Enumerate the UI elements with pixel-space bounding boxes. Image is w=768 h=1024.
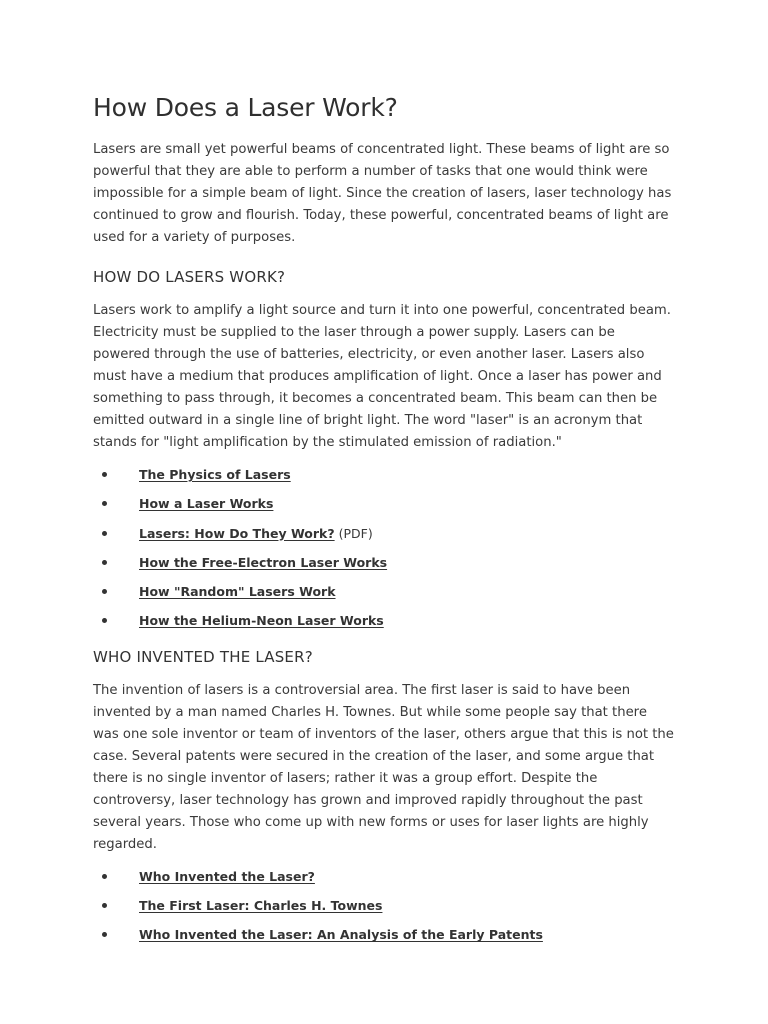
list-item bbox=[93, 493, 675, 522]
link-first-laser-townes[interactable]: The First Laser: Charles H. Townes bbox=[139, 898, 383, 914]
link-list-who-invented bbox=[93, 866, 675, 954]
link-how-a-laser-works[interactable]: How a Laser Works bbox=[139, 496, 274, 512]
link-helium-neon-laser[interactable]: How the Helium-Neon Laser Works bbox=[139, 613, 384, 629]
bullet-icon bbox=[102, 560, 107, 565]
section-body-how-lasers-work: Lasers work to amplify a light source and turn it into one powerful, concentrated beam. Electricity must be supplied to the laser through a power supply. Lasers can be powered through the use of batteries, electricity, or even another laser. Lasers also must have a medium that produces amplification of light. Once a laser has power and something to pass through, it becomes a concentrated beam. This beam can then be emitted outward in a single line of bright light. The word "laser" is an acronym that stands for "light amplification by the stimulated emission of radiation." bbox=[93, 303, 671, 450]
list-item bbox=[93, 464, 675, 493]
link-suffix-pdf: (PDF) bbox=[338, 525, 373, 541]
intro-paragraph: Lasers are small yet powerful beams of concentrated light. These beams of light are so powerful that they are able to perform a number of tasks that one would think were impossible for a simple beam of light. Since the creation of lasers, laser technology has continued to grow and flourish. Today, these powerful, concentrated beams of light are used for a variety of purposes. bbox=[93, 142, 672, 245]
bullet-icon bbox=[102, 531, 107, 536]
list-item bbox=[93, 895, 675, 924]
page-title: How Does a Laser Work? bbox=[93, 93, 398, 122]
bullet-icon bbox=[102, 501, 107, 506]
bullet-icon bbox=[102, 589, 107, 594]
list-item bbox=[93, 924, 675, 953]
list-item bbox=[93, 552, 675, 581]
section-body-who-invented: The invention of lasers is a controversial area. The first laser is said to have been invented by a man named Charles H. Townes. But while some people say that there was one sole inventor or team of inventors of the laser, others argue that this is not the case. Several patents were secured in the creation of the laser, and some argue that there is no single inventor of lasers; rather it was a group effort. Despite the controversy, laser technology has grown and improved rapidly throughout the past several years. Those who come up with new forms or uses for laser lights are highly regarded. bbox=[93, 682, 674, 852]
section-heading-how-lasers-work: HOW DO LASERS WORK? bbox=[93, 268, 286, 286]
bullet-icon bbox=[102, 472, 107, 477]
list-item bbox=[93, 581, 675, 610]
link-lasers-how-do-they-work[interactable]: Lasers: How Do They Work? bbox=[139, 525, 335, 541]
link-list-how-lasers-work bbox=[93, 464, 675, 640]
link-free-electron-laser[interactable]: How the Free-Electron Laser Works bbox=[139, 554, 388, 570]
link-who-invented-the-laser[interactable]: Who Invented the Laser? bbox=[139, 868, 315, 884]
link-random-lasers[interactable]: How "Random" Lasers Work bbox=[139, 584, 336, 600]
list-item bbox=[93, 866, 675, 895]
bullet-icon bbox=[102, 874, 107, 879]
link-early-patents-analysis[interactable]: Who Invented the Laser: An Analysis of the Early Patents bbox=[139, 927, 543, 943]
bullet-icon bbox=[102, 618, 107, 623]
link-physics-of-lasers[interactable]: The Physics of Lasers bbox=[139, 467, 291, 482]
bullet-icon bbox=[102, 903, 107, 908]
list-item bbox=[93, 523, 675, 552]
list-item bbox=[93, 610, 675, 639]
bullet-icon bbox=[102, 932, 107, 937]
section-heading-who-invented: WHO INVENTED THE LASER? bbox=[93, 647, 313, 666]
